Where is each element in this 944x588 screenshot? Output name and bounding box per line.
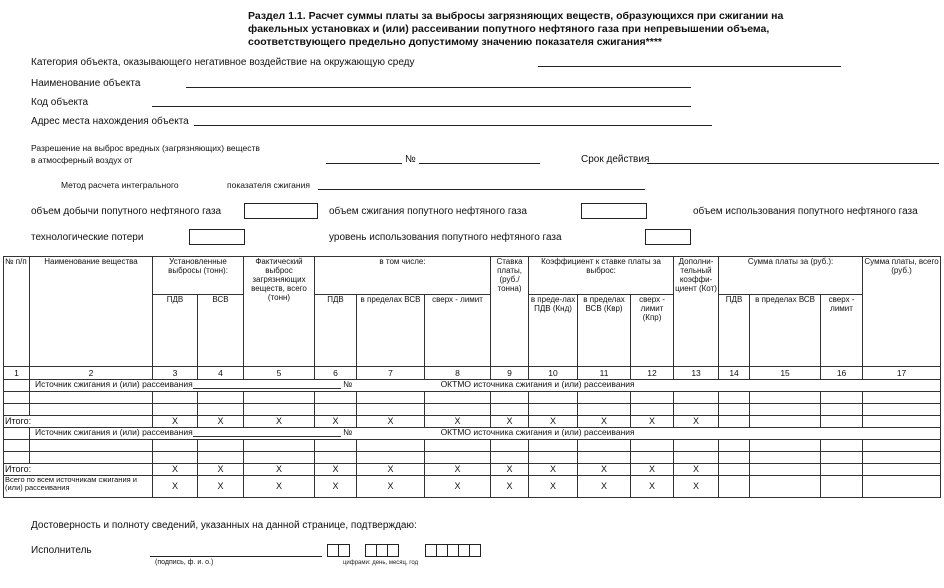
column-number: 3 <box>153 367 198 380</box>
combustion-volume-input[interactable] <box>581 203 647 219</box>
column-number: 17 <box>863 367 941 380</box>
x-mark: X <box>631 416 674 428</box>
x-mark: X <box>244 464 315 476</box>
permit-number-field[interactable] <box>419 163 540 164</box>
address-field[interactable] <box>194 125 712 126</box>
validity-field[interactable] <box>647 163 939 164</box>
permit-number-label: № <box>405 154 416 165</box>
executor-label: Исполнитель <box>31 545 92 556</box>
x-mark: X <box>244 416 315 428</box>
header-coef-over: сверх - лимит (Кпр) <box>631 295 674 367</box>
header-substance: Наименование вещества <box>30 257 153 367</box>
oktmo-label: ОКТМО источника сжигания и (или) рассеивания <box>440 427 635 437</box>
header-pay-vsv: в пределах ВСВ <box>750 295 821 367</box>
column-number: 5 <box>244 367 315 380</box>
permit-date-field[interactable] <box>326 163 402 164</box>
header-vsv: ВСВ <box>198 295 244 367</box>
losses-label: технологические потери <box>31 232 144 243</box>
section-title: Раздел 1.1. Расчет суммы платы за выбросы загрязняющих веществ, образующихся при сжигании на факельных установках и (или) рассеивании попутного нефтяного газа при непревышении объема, соответствующего предельно допустимому значению показателя сжигания**** <box>248 10 784 48</box>
column-number: 13 <box>674 367 719 380</box>
permit-label-2: в атмосферный воздух от <box>31 155 133 165</box>
header-payment: Сумма платы за (руб.): <box>719 257 863 295</box>
method-label-2: показателя сжигания <box>227 180 310 190</box>
source-number-label: № <box>343 379 353 389</box>
grand-total-label: Всего по всем источникам сжигания и (или) рассеивания <box>4 476 153 498</box>
source-name-field[interactable] <box>193 380 341 389</box>
table-row[interactable] <box>4 452 941 464</box>
grand-total-row <box>4 476 941 498</box>
header-established: Установленные выбросы (тонн): <box>153 257 244 295</box>
payment-cell[interactable] <box>863 476 941 498</box>
source-label: Источник сжигания и (или) рассеивания <box>35 379 193 389</box>
x-mark: X <box>491 464 529 476</box>
column-number: 6 <box>315 367 357 380</box>
payment-cell[interactable] <box>821 476 863 498</box>
date-day-input[interactable] <box>328 544 350 557</box>
payment-cell[interactable] <box>719 416 750 428</box>
header-coef: Коэффициент к ставке платы за выброс: <box>529 257 674 295</box>
x-mark: X <box>357 464 425 476</box>
x-mark: X <box>153 476 198 498</box>
payment-cell[interactable] <box>750 476 821 498</box>
x-mark: X <box>315 416 357 428</box>
x-mark: X <box>315 476 357 498</box>
header-pdv: ПДВ <box>153 295 198 367</box>
x-mark: X <box>244 476 315 498</box>
extraction-volume-label: объем добычи попутного нефтяного газа <box>31 206 222 217</box>
source-label: Источник сжигания и (или) рассеивания <box>35 427 193 437</box>
oktmo-label: ОКТМО источника сжигания и (или) рассеивания <box>440 379 635 389</box>
signature-caption: (подпись, ф. и. о.) <box>155 559 214 566</box>
payment-table <box>3 256 941 498</box>
column-number: 8 <box>425 367 491 380</box>
column-number: 12 <box>631 367 674 380</box>
column-number: 16 <box>821 367 863 380</box>
x-mark: X <box>198 416 244 428</box>
usage-level-input[interactable] <box>645 229 691 245</box>
column-number: 7 <box>357 367 425 380</box>
column-number: 11 <box>578 367 631 380</box>
payment-cell[interactable] <box>719 464 750 476</box>
header-rate: Ставка платы, (руб./ тонна) <box>491 257 529 367</box>
table-row[interactable] <box>4 404 941 416</box>
object-name-label: Наименование объекта <box>31 78 141 89</box>
column-number: 14 <box>719 367 750 380</box>
header-no: № п/п <box>4 257 30 367</box>
x-mark: X <box>529 416 578 428</box>
object-code-field[interactable] <box>152 106 691 107</box>
date-year-input[interactable] <box>426 544 481 557</box>
address-label: Адрес места нахождения объекта <box>31 116 189 127</box>
x-mark: X <box>357 476 425 498</box>
table-row[interactable] <box>4 440 941 452</box>
column-number: 15 <box>750 367 821 380</box>
subtotal-label: Итого: <box>4 464 153 476</box>
source-row <box>4 380 941 392</box>
header-including: в том числе: <box>315 257 491 295</box>
x-mark: X <box>674 416 719 428</box>
method-field[interactable] <box>318 189 645 190</box>
usage-level-label: уровень использования попутного нефтяного газа <box>329 232 562 243</box>
header-coef-pdv: в преде-лах ПДВ (Кнд) <box>529 295 578 367</box>
x-mark: X <box>425 464 491 476</box>
x-mark: X <box>425 476 491 498</box>
x-mark: X <box>631 464 674 476</box>
x-mark: X <box>578 416 631 428</box>
object-name-field[interactable] <box>186 87 691 88</box>
date-month-input[interactable] <box>366 544 399 557</box>
header-extra-coef: Дополни-тельный коэффи-циент (Кот) <box>674 257 719 367</box>
subtotal-row <box>4 464 941 476</box>
confirm-text: Достоверность и полноту сведений, указанных на данной странице, подтверждаю: <box>31 520 417 531</box>
x-mark: X <box>153 416 198 428</box>
payment-cell[interactable] <box>750 464 821 476</box>
header-pay-over: сверх - лимит <box>821 295 863 367</box>
x-mark: X <box>491 416 529 428</box>
payment-cell[interactable] <box>863 464 941 476</box>
payment-cell[interactable] <box>719 476 750 498</box>
header-incl-pdv: ПДВ <box>315 295 357 367</box>
method-label-1: Метод расчета интегрального <box>61 180 179 190</box>
header-over-limit: сверх - лимит <box>425 295 491 367</box>
payment-cell[interactable] <box>821 464 863 476</box>
header-actual: Фактический выброс загрязняющих веществ, всего (тонн) <box>244 257 315 367</box>
column-numbers-row <box>4 367 941 380</box>
x-mark: X <box>674 464 719 476</box>
x-mark: X <box>153 464 198 476</box>
combustion-volume-label: объем сжигания попутного нефтяного газа <box>329 206 527 217</box>
subtotal-label: Итого: <box>4 416 153 428</box>
source-name-field[interactable] <box>193 428 341 437</box>
column-number: 9 <box>491 367 529 380</box>
x-mark: X <box>578 476 631 498</box>
header-pay-pdv: ПДВ <box>719 295 750 367</box>
column-number: 4 <box>198 367 244 380</box>
source-number-label: № <box>343 427 353 437</box>
category-field[interactable] <box>538 66 841 67</box>
payment-cell[interactable] <box>821 416 863 428</box>
object-code-label: Код объекта <box>31 97 89 108</box>
x-mark: X <box>529 464 578 476</box>
losses-input[interactable] <box>189 229 245 245</box>
x-mark: X <box>631 476 674 498</box>
category-label: Категория объекта, оказывающего негативное воздействие на окружающую среду <box>31 57 415 68</box>
header-coef-vsv: в пределах ВСВ (Квр) <box>578 295 631 367</box>
extraction-volume-input[interactable] <box>244 203 318 219</box>
x-mark: X <box>198 476 244 498</box>
date-caption: цифрами: день, месяц, год <box>343 560 419 566</box>
column-number: 10 <box>529 367 578 380</box>
usage-volume-label: объем использования попутного нефтяного газа <box>693 206 918 217</box>
x-mark: X <box>529 476 578 498</box>
x-mark: X <box>578 464 631 476</box>
signature-field[interactable] <box>150 556 322 557</box>
column-number: 2 <box>30 367 153 380</box>
validity-label: Срок действия <box>581 154 650 165</box>
source-row <box>4 428 941 440</box>
column-number: 1 <box>4 367 30 380</box>
payment-cell[interactable] <box>863 416 941 428</box>
x-mark: X <box>315 464 357 476</box>
x-mark: X <box>198 464 244 476</box>
header-within-vsv: в пределах ВСВ <box>357 295 425 367</box>
x-mark: X <box>425 416 491 428</box>
x-mark: X <box>357 416 425 428</box>
x-mark: X <box>491 476 529 498</box>
x-mark: X <box>674 476 719 498</box>
permit-label-1: Разрешение на выброс вредных (загрязняющих) веществ <box>31 143 260 153</box>
subtotal-row <box>4 416 941 428</box>
payment-cell[interactable] <box>750 416 821 428</box>
table-row[interactable] <box>4 392 941 404</box>
header-total-payment: Сумма платы, всего (руб.) <box>863 257 941 367</box>
